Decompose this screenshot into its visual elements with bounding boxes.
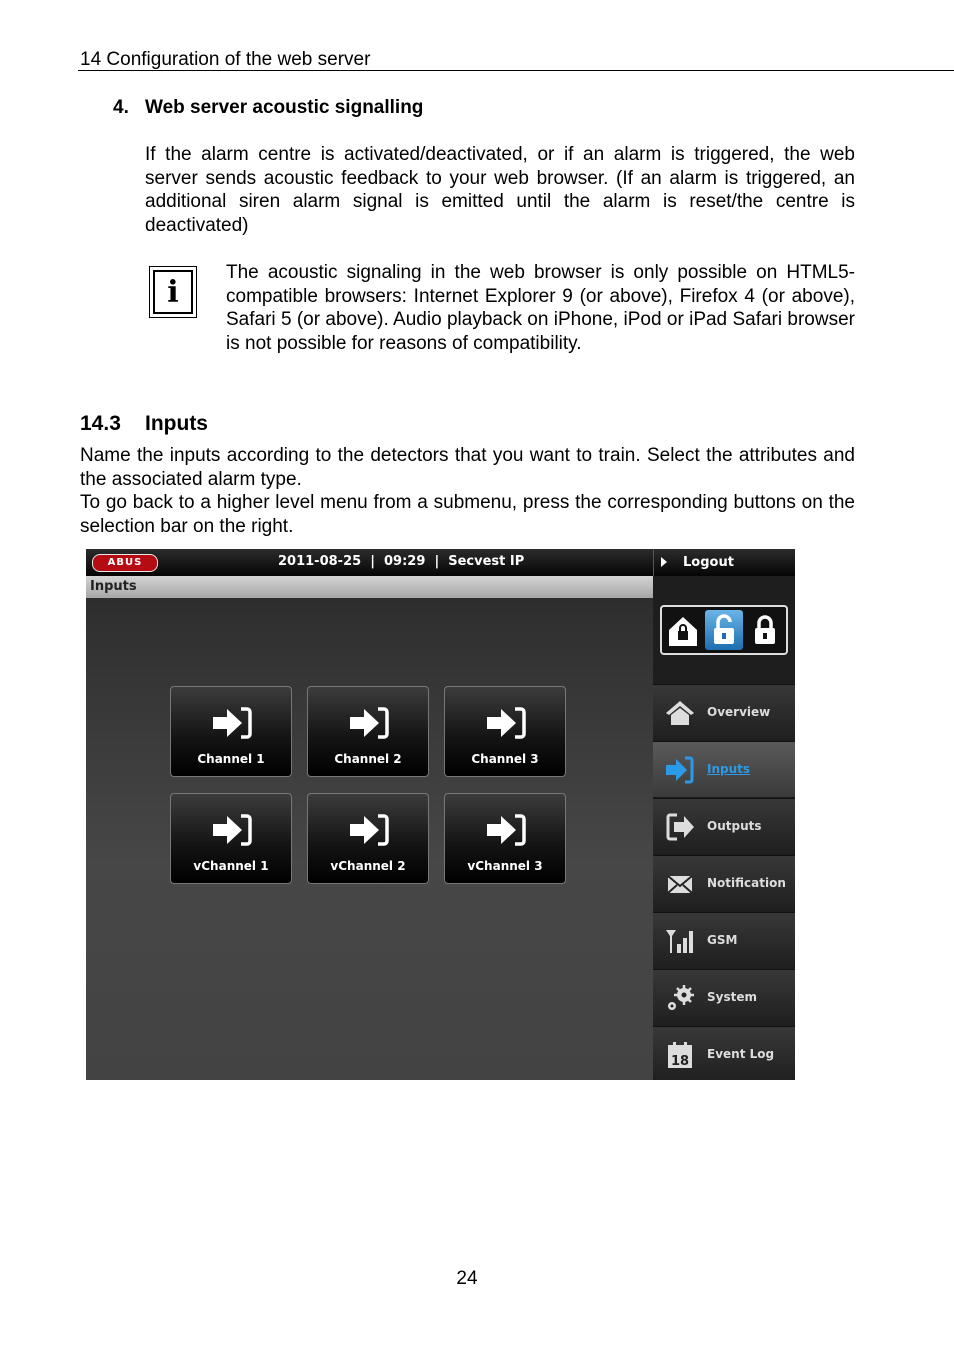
menu-item-system[interactable] [653, 969, 795, 1025]
arm-state-panel [660, 605, 788, 655]
menu-item-gsm[interactable] [653, 912, 795, 968]
tile-label: Channel 2 [334, 752, 402, 766]
lock-icon[interactable] [746, 610, 784, 650]
menu-label: GSM [707, 933, 738, 947]
input-icon [211, 705, 253, 741]
section-4-title: Web server acoustic signalling [145, 97, 424, 118]
section-14-3-number: 14.3 [80, 412, 121, 435]
page-title-bar [86, 576, 653, 598]
menu-label: Notification [707, 876, 786, 890]
menu-label: Inputs [707, 762, 751, 776]
page-number: 24 [456, 1268, 478, 1289]
section-14-3-text-2: To go back to a higher level menu from a submenu, press the corresponding buttons on the selection bar on the right. [80, 492, 855, 537]
menu-item-event-log[interactable] [653, 1026, 795, 1080]
play-arrow-icon [661, 557, 667, 567]
tile-channel-1[interactable] [170, 686, 292, 777]
section-4-text: If the alarm centre is activated/deactivated, or if an alarm is triggered, the web server sends acoustic feedback to your web browser. (If an alarm is triggered, an additional siren alarm signal is emitted until the alarm is reset/the centre is deactivated) [145, 144, 855, 236]
section-14-3-text-1: Name the inputs according to the detectors that you want to train. Select the attributes and the associated alarm type. [80, 445, 855, 490]
menu-label: Outputs [707, 819, 762, 833]
sidebar [653, 549, 795, 1080]
abus-logo: ABUS [92, 554, 158, 572]
envelope-icon [665, 869, 695, 899]
tile-channel-3[interactable] [444, 686, 566, 777]
output-icon [665, 812, 695, 842]
input-icon [485, 705, 527, 741]
home-icon [665, 698, 695, 728]
section-4-number: 4. [113, 97, 129, 118]
top-bar [86, 549, 653, 576]
menu-label: Event Log [707, 1047, 775, 1061]
gear-icon [665, 983, 695, 1013]
tile-vchannel-2[interactable] [307, 793, 429, 884]
tile-channel-2[interactable] [307, 686, 429, 777]
running-header: 14 Configuration of the web server [80, 49, 371, 70]
inputs-screenshot [86, 549, 795, 1080]
section-4-heading [113, 97, 423, 119]
info-icon: i [149, 266, 197, 318]
home-lock-icon[interactable] [664, 610, 702, 650]
datetime-device: 2011-08-25 | 09:29 | Secvest IP [278, 554, 525, 569]
input-icon [665, 755, 695, 785]
signal-icon [665, 926, 695, 956]
menu-item-outputs[interactable] [653, 798, 795, 854]
tile-label: vChannel 3 [467, 859, 543, 873]
tile-label: vChannel 2 [330, 859, 406, 873]
tile-label: Channel 3 [471, 752, 539, 766]
page-title: Inputs [90, 579, 137, 594]
section-14-3-heading [80, 412, 208, 436]
menu-label: System [707, 990, 757, 1004]
input-icon [348, 812, 390, 848]
tile-vchannel-3[interactable] [444, 793, 566, 884]
main-area [86, 598, 653, 1080]
calendar-icon [665, 1040, 695, 1070]
section-14-3-text [80, 444, 855, 538]
section-14-3-title: Inputs [145, 412, 208, 435]
menu-item-notification[interactable] [653, 855, 795, 911]
menu-item-overview[interactable] [653, 684, 795, 740]
unlock-icon[interactable] [705, 610, 743, 650]
tile-label: Channel 1 [197, 752, 265, 766]
input-icon [348, 705, 390, 741]
logout-label: Logout [683, 555, 734, 570]
tile-vchannel-1[interactable] [170, 793, 292, 884]
header-rule [78, 70, 954, 71]
info-note: The acoustic signaling in the web browser is only possible on HTML5-compatible browsers: Internet Explorer 9 (or above), Firefox 4 (or above), Safari 5 (or above). Audio playback on iPhone, iPod or iPad Safari browser is not possible for reasons of compatibility. [226, 262, 855, 354]
input-icon [485, 812, 527, 848]
logout-button[interactable] [653, 549, 795, 576]
input-icon [211, 812, 253, 848]
calendar-day: 18 [670, 1054, 690, 1069]
menu-item-inputs[interactable] [653, 741, 795, 797]
tile-label: vChannel 1 [193, 859, 269, 873]
menu-label: Overview [707, 705, 771, 719]
